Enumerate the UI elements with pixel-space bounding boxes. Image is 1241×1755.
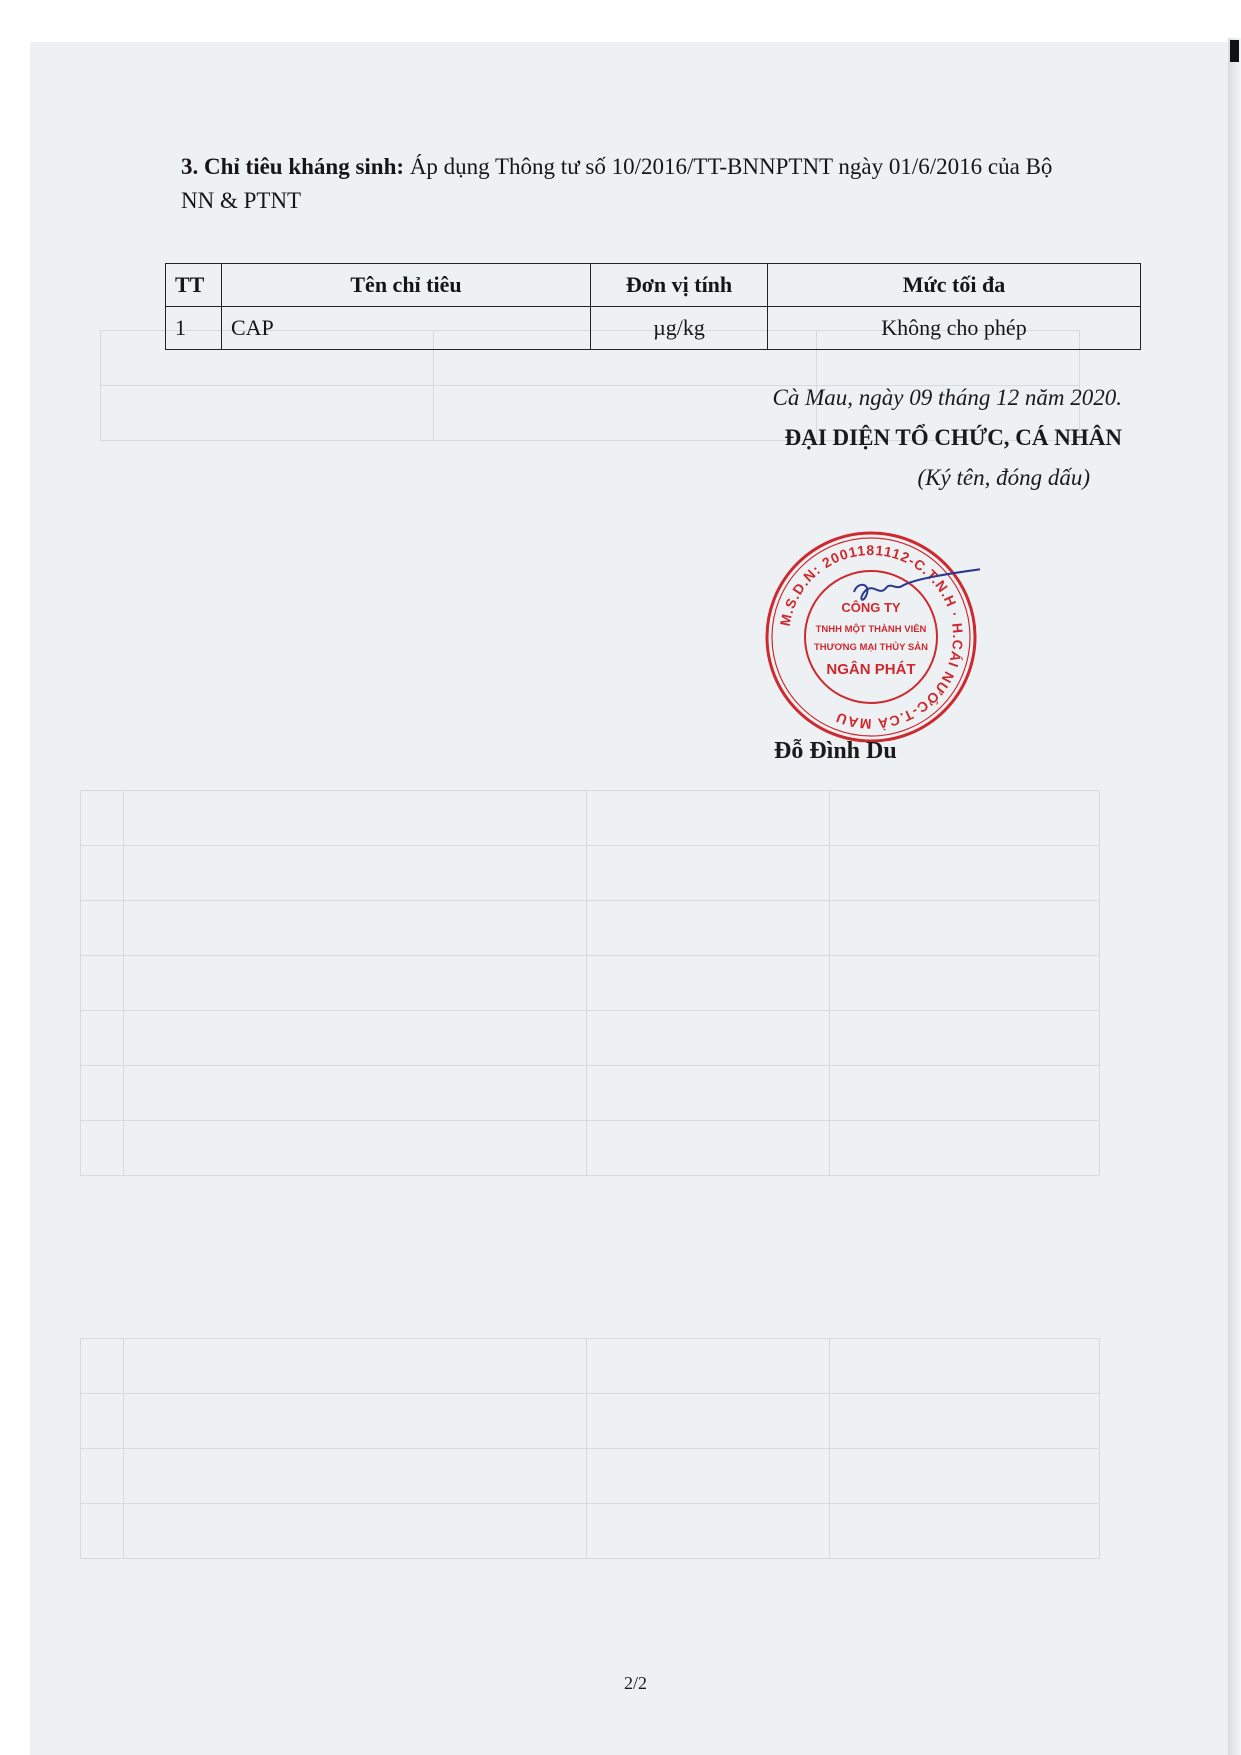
column-header-unit: Đơn vị tính (591, 264, 768, 307)
cell-max: Không cho phép (768, 307, 1141, 350)
representative-title: ĐẠI DIỆN TỔ CHỨC, CÁ NHÂN (784, 425, 1122, 450)
page-edge (1228, 38, 1241, 1755)
table-header-row (166, 264, 1141, 307)
place-date: Cà Mau, ngày 09 tháng 12 năm 2020. (772, 385, 1122, 410)
cell-tt: 1 (166, 307, 222, 350)
signer-name: Đỗ Đình Du (774, 738, 897, 764)
seal-line-2: TNHH MỘT THÀNH VIÊN (815, 624, 927, 635)
show-through-table (80, 1338, 1100, 1559)
seal-line-1: CÔNG TY (841, 600, 901, 615)
section-title: 3. Chỉ tiêu kháng sinh: (181, 154, 405, 179)
cell-unit: µg/kg (591, 307, 768, 350)
show-through-table (80, 790, 1100, 1176)
table-row (166, 307, 1141, 350)
antibiotic-section-heading (181, 150, 1091, 218)
column-header-name: Tên chỉ tiêu (222, 264, 591, 307)
signature-note: (Ký tên, đóng dấu) (917, 465, 1090, 490)
company-seal (762, 528, 980, 746)
antibiotic-spec-table (165, 263, 1141, 350)
seal-line-4: NGÂN PHÁT (826, 661, 916, 678)
page-number: 2/2 (624, 1673, 648, 1693)
seal-line-3: THƯƠNG MẠI THỦY SẢN (814, 642, 928, 653)
column-header-tt: TT (166, 264, 222, 307)
section-description: Áp dụng Thông tư số 10/2016/TT-BNNPTNT ngày 01/6/2016 của Bộ NN & PTNT (181, 154, 1053, 213)
svg-text:M.S.D.N: 2001181112-C.T.N.H ·: M.S.D.N: 2001181112-C.T.N.H · H.CÁI NƯỚC-T.CÀ MAU (776, 541, 967, 733)
binding-mark (1230, 40, 1239, 62)
column-header-max: Mức tối đa (768, 264, 1141, 307)
cell-name: CAP (222, 307, 591, 350)
